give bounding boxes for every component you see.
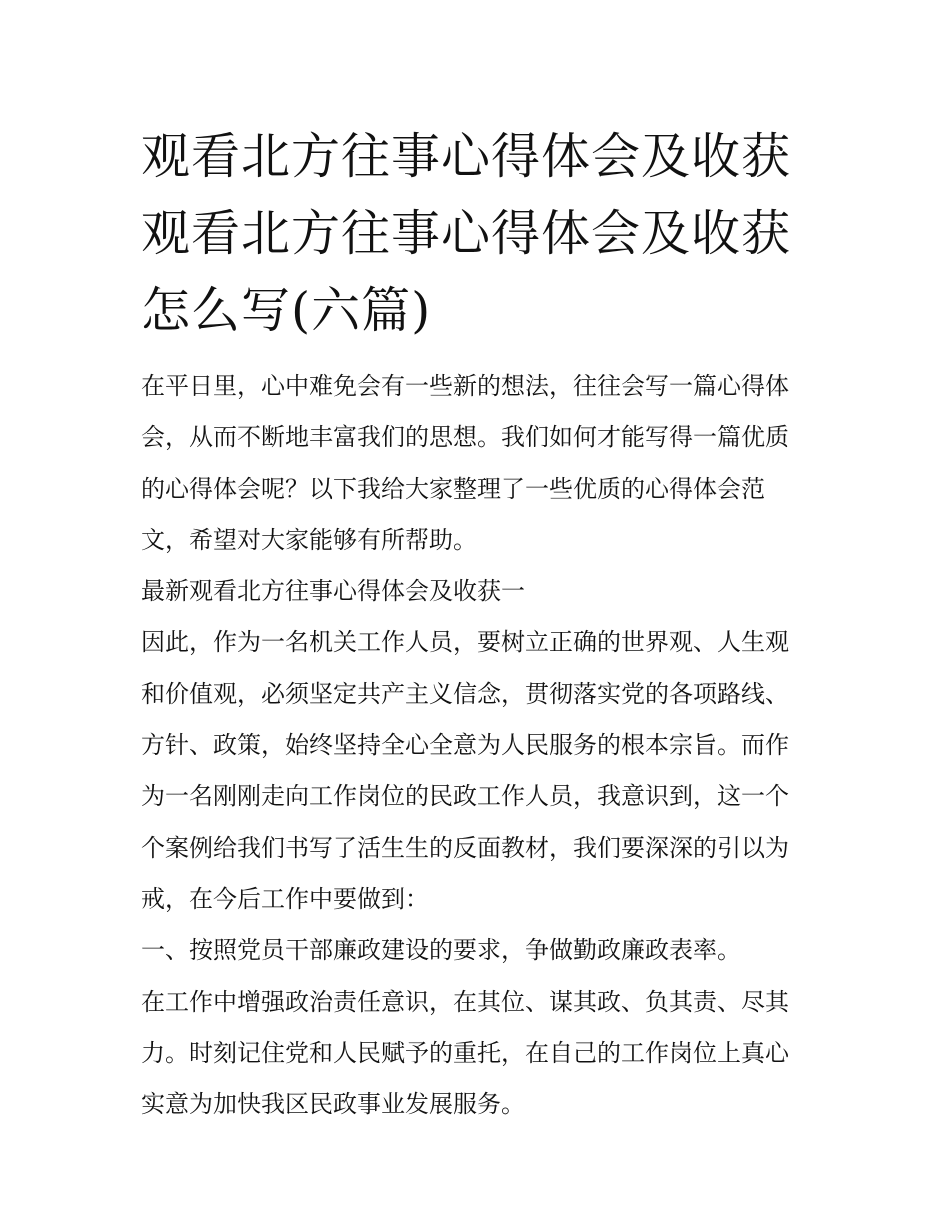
paragraph-1-line-2: 和价值观，必须坚定共产主义信念，贯彻落实党的各项路线、: [141, 679, 789, 708]
document-title: [141, 118, 813, 349]
paragraph-1-line-5: 个案例给我们书写了活生生的反面教材，我们要深深的引以为: [141, 833, 789, 862]
section-heading: 最新观看北方往事心得体会及收获一: [141, 577, 525, 606]
intro-line-1: 在平日里，心中难免会有一些新的想法，往往会写一篇心得体: [141, 372, 789, 400]
paragraph-1-line-6: 戒，在今后工作中要做到：: [141, 884, 429, 913]
intro-line-2: 会，从而不断地丰富我们的思想。我们如何才能写得一篇优质: [141, 423, 789, 452]
document-body: [141, 361, 813, 1130]
intro-line-4: 文，希望对大家能够有所帮助。: [141, 525, 477, 554]
title-line-3: 怎么写(六篇): [141, 282, 432, 339]
paragraph-2-line-2: 力。时刻记住党和人民赋予的重托，在自己的工作岗位上真心: [141, 1038, 789, 1067]
title-line-1: 观看北方往事心得体会及收获: [141, 128, 792, 185]
paragraph-2-line-1: 在工作中增强政治责任意识，在其位、谋其政、负其责、尽其: [141, 987, 789, 1016]
point-1-heading: 一、按照党员干部廉政建设的要求，争做勤政廉政表率。: [141, 936, 741, 965]
paragraph-1-line-4: 为一名刚刚走向工作岗位的民政工作人员，我意识到，这一个: [141, 782, 789, 811]
paragraph-1-line-1: 因此，作为一名机关工作人员，要树立正确的世界观、人生观: [141, 628, 789, 657]
paragraph-2-line-3: 实意为加快我区民政事业发展服务。: [141, 1090, 525, 1119]
paragraph-1-line-3: 方针、政策，始终坚持全心全意为人民服务的根本宗旨。而作: [141, 731, 789, 760]
intro-line-3: 的心得体会呢？以下我给大家整理了一些优质的心得体会范: [141, 474, 765, 503]
document-page: [141, 118, 813, 1130]
title-line-2: 观看北方往事心得体会及收获: [141, 205, 792, 262]
